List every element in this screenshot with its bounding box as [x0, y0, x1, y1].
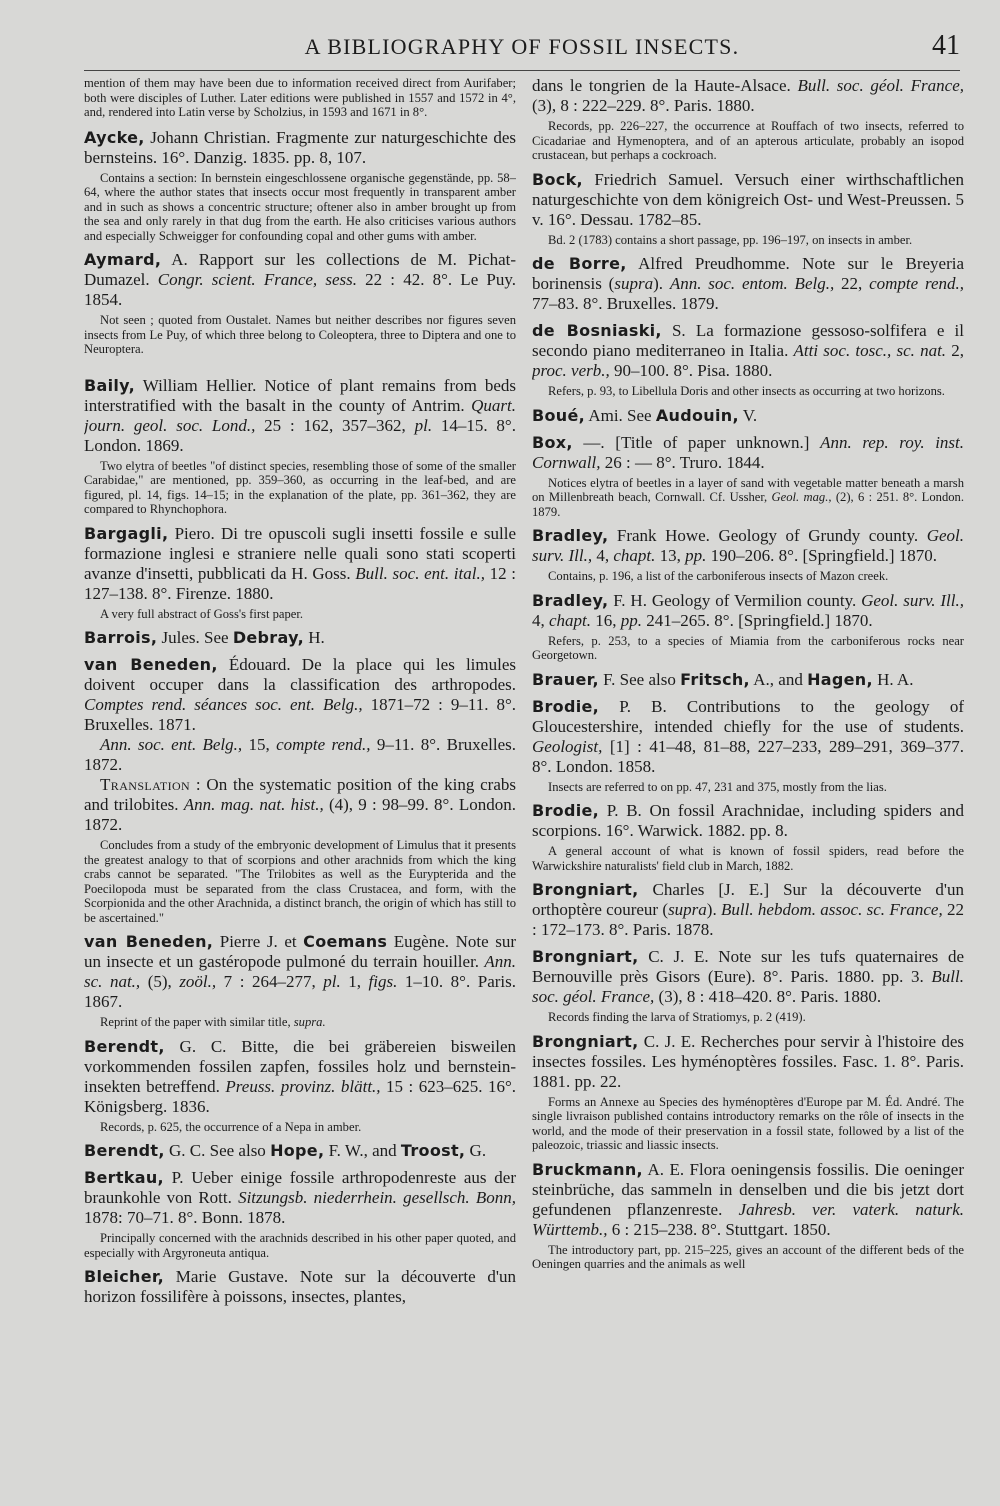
entry-bradley-vermilion	[532, 591, 964, 663]
cross-reference: Troost,	[400, 1141, 466, 1160]
citation-italic: figs.	[368, 972, 398, 991]
citation-text: 15 : 623–625. 16°. Königsberg. 1836.	[84, 1076, 516, 1116]
left-column	[84, 76, 516, 1496]
citation-text: P. Ueber einige fossile arthropodenreste aus der braunkohle von Rott.	[84, 1168, 516, 1207]
citation-text: Eugène. Note sur un insecte et un gastéropode pulmoné du terrain houiller.	[84, 932, 516, 971]
entry-citation	[84, 128, 516, 168]
citation-text: ).	[653, 274, 670, 293]
entry-citation	[532, 406, 964, 426]
cross-reference: Hope,	[270, 1141, 325, 1160]
entry-brongniart-1	[532, 880, 964, 940]
citation-italic: pl.	[414, 415, 433, 435]
author-name: Bock,	[532, 169, 583, 189]
translation-citation	[84, 775, 516, 835]
entry-bleicher	[84, 1267, 516, 1307]
citation-italic: proc. verb.,	[532, 361, 610, 380]
citation-text: 22 : 172–173. 8°. Paris. 1878.	[532, 900, 964, 939]
journal-title: Quart. journ. geol. soc. Lond.,	[84, 395, 516, 435]
entry-citation	[532, 697, 964, 777]
citation-text: Marie Gustave. Note sur la découverte d'un horizon fossilifère à poissons, insectes, plantes,	[84, 1267, 516, 1306]
entry-citation	[532, 947, 964, 1007]
citation-italic: compte rend.,	[869, 274, 964, 293]
entry-baily	[84, 376, 516, 517]
entry-bock	[532, 170, 964, 248]
entry-bruckmann	[532, 1160, 964, 1272]
citation-text: Jules. See	[157, 628, 233, 647]
journal-title: Sitzungsb. niederrhein. gesellsch. Bonn,	[238, 1188, 516, 1207]
entry-annotation: Principally concerned with the arachnids described in his other paper quoted, and especially with Argyroneuta antiqua.	[84, 1231, 516, 1260]
entry-de-bosniaski	[532, 321, 964, 399]
citation-text: 16,	[591, 610, 621, 630]
entry-annotation: Contains a section: In bernstein eingeschlossene organische gegenstände, pp. 58–64, where the author states that insects occur most frequently in transparent amber and in such as shows a concentric structure; oftener also in amber brought up from the sea and only rarely in that dug from the earth. He also criticises various authors and especially Schweigger for confounding copal and other gums with amber.	[84, 170, 516, 243]
citation-text: V.	[738, 405, 758, 425]
entry-annotation: A very full abstract of Goss's first paper.	[100, 606, 304, 621]
entry-brodie-1	[532, 697, 964, 795]
entry-annotation: Insects are referred to on pp. 47, 231 and 375, mostly from the lias.	[548, 779, 887, 794]
entry-annotation: Refers, p. 253, to a species of Miamia from the carboniferous rocks near Georgetown.	[532, 633, 964, 662]
citation-text: : On the systematic position of the king crabs and trilobites.	[84, 775, 516, 814]
citation-italic: zoöl.,	[179, 972, 217, 991]
author-name: de Borre,	[532, 254, 627, 273]
citation-text: 22,	[834, 274, 870, 293]
entry-citation	[532, 170, 964, 230]
citation-italic: pp.	[620, 610, 643, 630]
journal-title: Ann. rep. roy. inst. Cornwall,	[532, 432, 964, 472]
entry-citation	[84, 628, 516, 648]
entry-citation	[532, 801, 964, 841]
citation-text: F. W., and	[324, 1141, 401, 1160]
citation-text: ).	[706, 900, 722, 919]
entry-citation	[84, 1267, 516, 1307]
entry-annotation	[532, 476, 964, 520]
journal-title: Congr. scient. France, sess.	[157, 270, 357, 289]
journal-title: Comptes rend. séances soc. ent. Belg.,	[84, 695, 363, 714]
citation-text: Frank Howe. Geology of Grundy county.	[608, 526, 927, 545]
entry-citation	[532, 1032, 964, 1092]
journal-title: Jahresb. ver. vaterk. naturk. Württemb.,	[532, 1199, 964, 1239]
entry-citation	[84, 655, 516, 735]
citation-italic: chapt.	[613, 546, 656, 565]
journal-title: Preuss. provinz. blätt.,	[225, 1076, 381, 1096]
entry-brodie-2	[532, 801, 964, 873]
author-name: Bargagli,	[84, 523, 169, 543]
author-name: Berendt,	[84, 1141, 165, 1160]
author-name: Barrois,	[84, 628, 158, 647]
cross-reference: Debray,	[232, 628, 304, 647]
citation-text: (5),	[140, 972, 180, 991]
entry-bargagli	[84, 524, 516, 622]
citation-text: (3), 8 : 222–229. 8°. Paris. 1880.	[532, 96, 755, 115]
citation-text: 26 : — 8°. Truro. 1844.	[600, 452, 765, 472]
header-rule	[84, 70, 960, 71]
entry-citation	[84, 1168, 516, 1228]
entry-annotation: The introductory part, pp. 215–225, gives an account of the different beds of the Oeningen quarries and the animals as well	[532, 1242, 964, 1271]
citation-text: 14–15. 8°. London. 1869.	[84, 415, 516, 455]
coauthor-name: Coemans	[303, 932, 388, 951]
entry-citation	[532, 670, 964, 690]
author-name: Bruckmann,	[532, 1159, 643, 1179]
journal-title: Atti soc. tosc., sc. nat.	[793, 341, 947, 360]
entry-box	[532, 433, 964, 520]
annotation-italic: Geol. mag.,	[771, 490, 832, 504]
entry-citation	[532, 526, 964, 566]
citation-text: 13,	[655, 546, 686, 565]
citation-text: G. C. Bitte, die bei gräbereien bisweilen vorkommenden fossilen zapfen, fossiles holz und bernstein-insekten betreffend.	[84, 1036, 516, 1096]
author-name: Brongniart,	[532, 1031, 639, 1051]
entry-brauer	[532, 670, 964, 690]
entry-citation	[532, 321, 964, 381]
entry-annotation: Two elytra of beetles "of distinct species, resembling those of some of the smaller Carabidae," are mentioned, pp. 359–360, as occurring in the leaf-bed, and are figured, pl. 14, figs. 14–15; in the explanation of the plate, pp. 361–362, they are compared to Rhynchophora.	[84, 458, 516, 516]
journal-title: Bull. soc. géol. France,	[797, 76, 964, 95]
author-name: Bleicher,	[84, 1267, 165, 1286]
entry-annotation: Concludes from a study of the embryonic development of Limulus that it presents the greatest analogy to that of scorpions and other arachnids from which the king crabs cannot be separated. "The Trilobites as well as the Eurypterida and the Poecilopoda must be separated from the class Crustacea, and form, with the Scorpionida and the other Arachnida, a distinct branch, the origin of which has still to be ascertained."	[84, 838, 516, 925]
journal-title: Ann. soc. entom. Belg.,	[669, 274, 835, 293]
author-name: Bradley,	[532, 526, 609, 545]
citation-text: 7 : 264–277,	[216, 972, 324, 991]
citation-text: William Hellier. Notice of plant remains from beds interstratified with the basalt in the county of Antrim.	[84, 375, 516, 415]
entry-annotation: Records, pp. 226–227, the occurrence at Rouffach of two insects, referred to Cicadariae and Hymenoptera, and of an apterous articulate, probably an isopod crustacean, but perhaps a cockroach.	[532, 119, 964, 162]
entry-barrois	[84, 628, 516, 648]
citation-text: P. B. Contributions to the geology of Gloucestershire, intended chiefly for the use of students.	[532, 696, 964, 736]
cross-reference: Hagen,	[807, 669, 873, 689]
running-head	[84, 28, 960, 68]
citation-text: F. See also	[598, 669, 681, 689]
citation-text: H.	[303, 628, 325, 647]
citation-italic: pp.	[685, 546, 707, 565]
citation-text: P. B. On fossil Arachnidae, including spiders and scorpions. 16°. Warwick. 1882. pp. 8.	[532, 801, 964, 840]
citation-text: 190–206. 8°. [Springfield.] 1870.	[706, 546, 938, 565]
author-name: Brauer,	[532, 669, 599, 689]
page-number: 41	[932, 30, 960, 61]
entry-citation	[532, 1160, 964, 1240]
entry-citation	[84, 376, 516, 456]
author-name: Brongniart,	[532, 947, 639, 966]
journal-title: Ann. mag. nat. hist.,	[183, 795, 324, 814]
citation-italic: pl.	[323, 972, 341, 991]
citation-text: Charles [J. E.] Sur la découverte d'un orthoptère coureur (	[532, 880, 964, 919]
citation-italic: compte rend.,	[276, 735, 371, 754]
entry-boue	[532, 406, 964, 426]
author-name: Aymard,	[84, 250, 162, 269]
citation-text: 241–265. 8°. [Springfield.] 1870.	[642, 610, 873, 630]
translation-label: Translation	[100, 775, 191, 794]
entry-brongniart-3	[532, 1032, 964, 1153]
citation-text: [1] : 41–48, 81–88, 227–233, 289–291, 369–377. 8°. London. 1858.	[532, 736, 964, 776]
entry-annotation: Forms an Annexe au Species des hyménoptères d'Europe par M. Éd. André. The single livraison published contains introductory remarks on the rôle of insects in the world, and the mode of their preservation in a fossil state, followed by a list of the paleozoic, triassic and liassic insects.	[532, 1094, 964, 1152]
entry-aymard	[84, 250, 516, 357]
citation-text: C. J. E. Recherches pour servir à l'histoire des insectes fossiles. Les hyménoptères fossiles. Fasc. 1. 8°. Paris. 1881. pp. 22.	[532, 1031, 964, 1091]
entry-annotation: Records finding the larva of Stratiomys, p. 2 (419).	[548, 1010, 806, 1024]
entry-bleicher-continued	[532, 76, 964, 163]
citation-text: F. H. Geology of Vermilion county.	[608, 590, 862, 610]
citation-text: 9–11. 8°. Bruxelles. 1872.	[84, 735, 516, 774]
entry-citation	[532, 880, 964, 940]
annotation-italic: supra.	[293, 1015, 326, 1029]
author-name: Bertkau,	[84, 1168, 164, 1187]
citation-text: 1–10. 8°. Paris. 1867.	[84, 972, 516, 1011]
citation-text: Alfred Preudhomme. Note sur le Breyeria borinensis (	[532, 254, 964, 293]
citation-text: Friedrich Samuel. Versuch einer wirthschaftlichen naturgeschichte von dem königreich Ost- und West-Preussen. 5 v. 16°. Dessau. 1782–85.	[532, 169, 964, 229]
entry-citation	[84, 250, 516, 310]
author-name: de Bosniaski,	[532, 321, 662, 340]
entry-annotation: A general account of what is known of fossil spiders, read before the Warwickshire naturalists' field club in March, 1882.	[532, 844, 964, 873]
entry-citation	[532, 254, 964, 314]
citation-text: C. J. E. Note sur les tufs quaternaires de Bernouville près Gisors (Eure). 8°. Paris. 1880. pp. 3.	[532, 947, 964, 986]
cross-reference: Fritsch,	[680, 669, 750, 689]
annotation-text: Notices elytra of beetles in a layer of sand with vegetable matter beneath a marsh on Millenbreath beach, Cornwall. Cf. Ussher,	[532, 475, 964, 504]
entry-brongniart-2	[532, 947, 964, 1025]
citation-text: 1878: 70–71. 8°. Bonn. 1878.	[84, 1208, 286, 1227]
entry-citation	[532, 591, 964, 631]
entry-annotation: Contains, p. 196, a list of the carboniferous insects of Mazon creek.	[548, 569, 889, 583]
citation-text: 1871–72 : 9–11. 8°. Bruxelles. 1871.	[84, 695, 516, 734]
citation-text: Johann Christian. Fragmente zur naturgeschichte des bernsteins. 16°. Danzig. 1835. pp. 8, 107.	[84, 127, 516, 167]
entry-citation	[84, 1141, 516, 1161]
continuation-note: mention of them may have been due to information received direct from Aurifaber; both were disciples of Luther. Later editions were published in 1557 and 1572 in 4°, and, rendered into Latin verse by Scholzius, in 1593 and 1671 in 8°.	[84, 76, 516, 119]
journal-title: Geol. surv. Ill.,	[861, 590, 964, 610]
entry-annotation: Refers, p. 93, to Libellula Doris and other insects as occurring at two horizons.	[548, 384, 945, 398]
entry-berendt-1	[84, 1037, 516, 1135]
citation-text: 6 : 215–238. 8°. Stuttgart. 1850.	[607, 1219, 831, 1239]
author-name: Baily,	[84, 375, 136, 395]
spacer	[84, 364, 516, 376]
right-column	[532, 76, 964, 1496]
citation-text: G.	[465, 1141, 487, 1160]
cross-reference: Audouin,	[655, 405, 739, 425]
author-name: Brodie,	[532, 696, 600, 716]
citation-text: 22 : 42. 8°. Le Puy. 1854.	[84, 270, 516, 309]
author-name: van Beneden,	[84, 932, 214, 951]
entry-de-borre	[532, 254, 964, 314]
citation-text: 2,	[946, 341, 964, 360]
citation-text: 77–83. 8°. Bruxelles. 1879.	[532, 294, 719, 313]
entry-bertkau	[84, 1168, 516, 1260]
citation-text: (4), 9 : 98–99. 8°. London. 1872.	[84, 795, 516, 834]
entry-citation	[84, 524, 516, 604]
entry-annotation	[84, 1015, 516, 1030]
author-name: Aycke,	[84, 127, 145, 147]
entry-citation	[84, 932, 516, 1012]
journal-title: Ann. sc. nat.,	[84, 952, 516, 991]
citation-italic: supra	[614, 274, 654, 293]
author-name: Box,	[532, 432, 573, 452]
author-name: Boué,	[532, 405, 586, 425]
citation-text: 15,	[242, 735, 277, 754]
author-name: Bradley,	[532, 590, 609, 610]
author-name: Brongniart,	[532, 880, 639, 899]
entry-aycke	[84, 128, 516, 244]
entry-annotation: Not seen ; quoted from Oustalet. Names but neither describes nor figures seven insects from Le Puy, of which three belong to Coleoptera, three to Diptera and one to Neuroptera.	[84, 313, 516, 356]
running-title: A BIBLIOGRAPHY OF FOSSIL INSECTS.	[304, 34, 740, 59]
citation-text: 25 : 162, 357–362,	[255, 415, 415, 435]
citation-text: —. [Title of paper unknown.]	[572, 432, 821, 452]
citation-text: Pierre J. et	[213, 932, 304, 951]
citation-text: G. C. See also	[164, 1141, 271, 1160]
journal-title: Geologist,	[532, 736, 603, 756]
annotation-text: Reprint of the paper with similar title,	[100, 1015, 294, 1029]
citation-text: A., and	[749, 669, 808, 689]
entry-citation	[84, 1037, 516, 1117]
entry-annotation: Records, p. 625, the occurrence of a Nepa in amber.	[100, 1119, 362, 1134]
citation-text: 12 : 127–138. 8°. Firenze. 1880.	[84, 563, 516, 603]
citation-text: 1,	[340, 972, 369, 991]
annotation-text: (2), 6 : 251. 8°. London. 1879.	[532, 490, 964, 519]
citation-text: H. A.	[872, 669, 914, 689]
entry-citation	[532, 433, 964, 473]
citation-text: Piero. Di tre opuscoli sugli insetti fossile e sulle formazione inglesi e straniere nelle quali sono stati scoperti avanze d'insetti, pubblicati da H. Goss.	[84, 523, 516, 583]
entry-berendt-2	[84, 1141, 516, 1161]
citation-italic: chapt.	[549, 610, 592, 630]
entry-citation	[532, 76, 964, 116]
author-name: Brodie,	[532, 801, 600, 820]
citation-text: 90–100. 8°. Pisa. 1880.	[609, 361, 773, 380]
entry-annotation: Bd. 2 (1783) contains a short passage, pp. 196–197, on insects in amber.	[548, 232, 913, 247]
citation-text: A. Rapport sur les collections de M. Pichat-Dumazel.	[84, 250, 516, 289]
journal-title: Bull. soc. géol. France,	[532, 967, 964, 1006]
journal-title: Geol. surv. Ill.,	[532, 526, 964, 565]
citation-italic: supra	[668, 900, 707, 919]
citation-text: A. E. Flora oeningensis fossilis. Die oeninger steinbrüche, das sammeln in denselben und die bis jetzt dort gefundenen pflanzenreste.	[532, 1159, 964, 1219]
citation-text: dans le tongrien de la Haute-Alsace.	[532, 76, 798, 95]
entry-van-beneden-edouard	[84, 655, 516, 925]
journal-title: Ann. soc. ent. Belg.,	[100, 735, 243, 754]
author-name: van Beneden,	[84, 655, 218, 674]
citation-text: (3), 8 : 418–420. 8°. Paris. 1880.	[654, 987, 882, 1006]
entry-bradley-grundy	[532, 526, 964, 584]
journal-title: Bull. soc. ent. ital.,	[355, 563, 485, 583]
citation-text: 4,	[532, 610, 549, 630]
citation-text: 4,	[592, 546, 614, 565]
entry-van-beneden-pierre	[84, 932, 516, 1030]
author-name: Berendt,	[84, 1036, 165, 1056]
citation-text: Édouard. De la place qui les limules doivent occuper dans la classification des arthropodes.	[84, 655, 516, 694]
reprint-citation	[84, 735, 516, 775]
journal-title: Bull. hebdom. assoc. sc. France,	[721, 900, 943, 919]
citation-text: Ami. See	[585, 405, 656, 425]
citation-text: S. La formazione gessoso-solfifera e il secondo piano mediterraneo in Italia.	[532, 321, 964, 360]
